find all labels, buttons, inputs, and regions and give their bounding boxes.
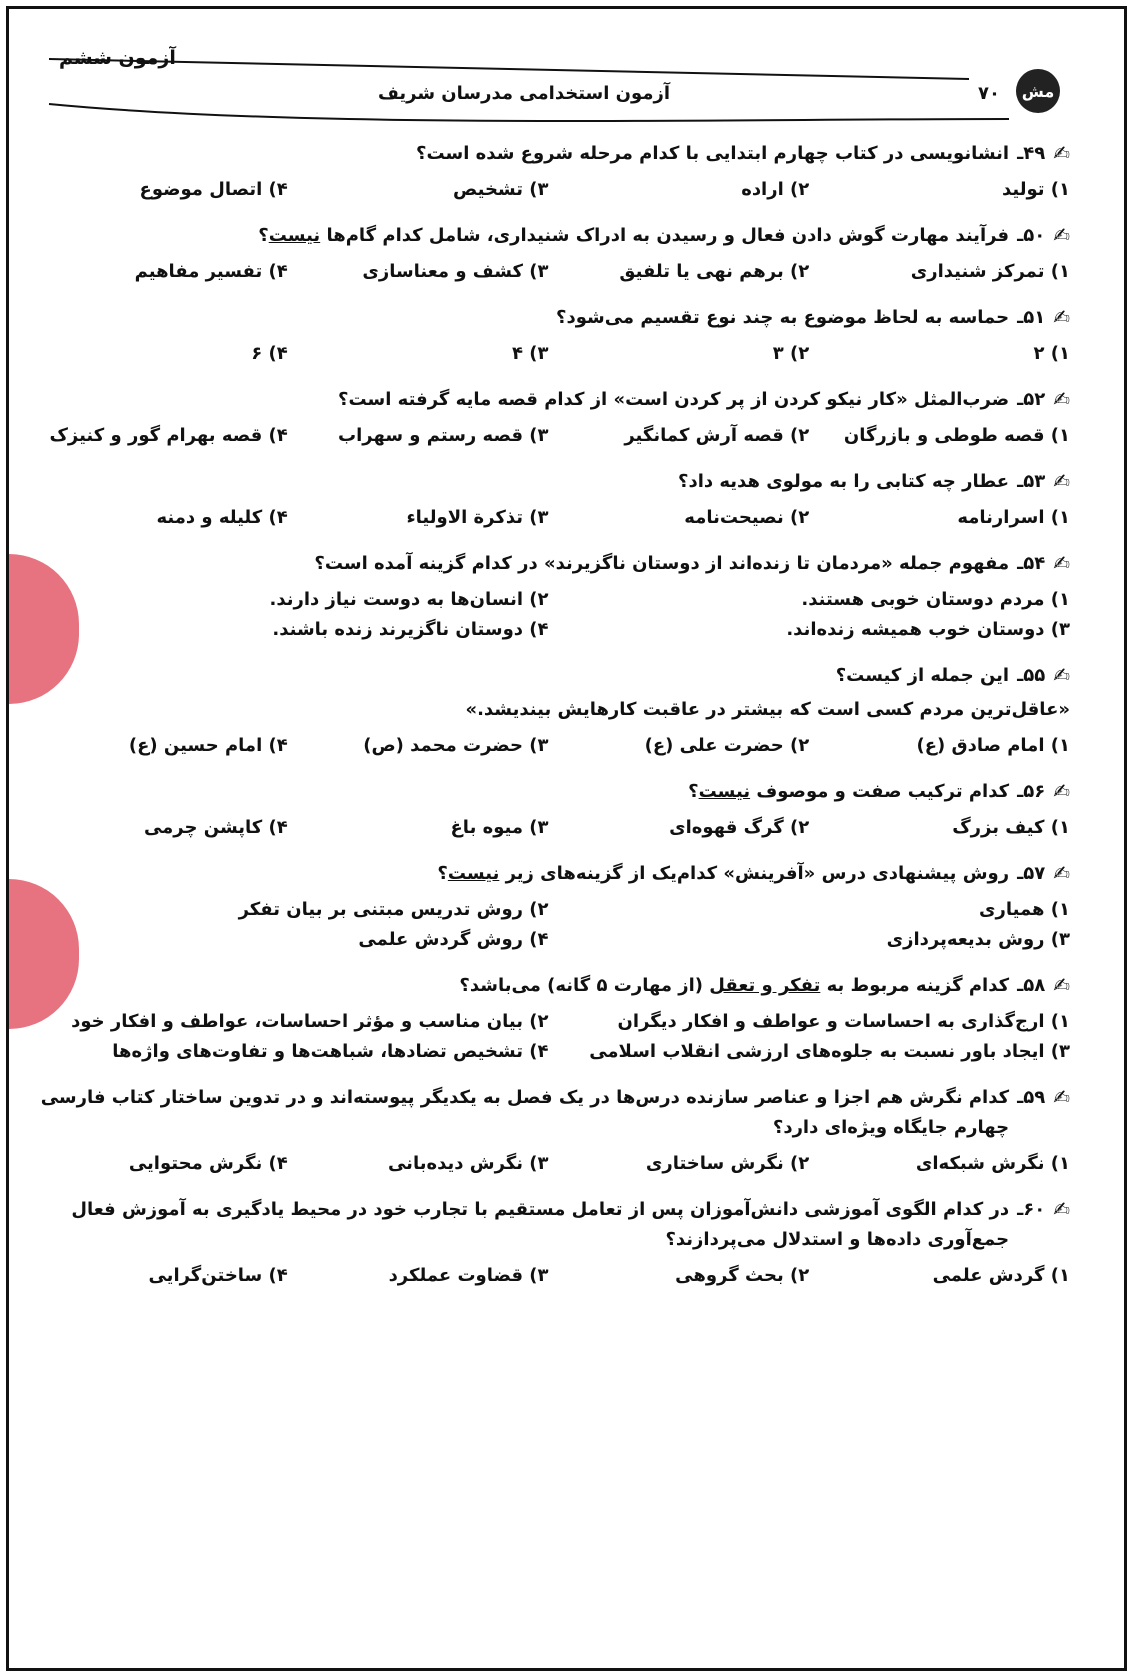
option[interactable]: ۲) بیان مناسب و مؤثر احساسات، عواطف و افکار خود — [71, 1011, 549, 1032]
question-number: ۵۸ـ — [1017, 975, 1046, 996]
option[interactable]: ۱) قصه طوطی و بازرگان — [843, 425, 1070, 446]
option[interactable]: ۳) قصه رستم و سهراب — [338, 425, 549, 446]
question-number: ۵۰ـ — [1017, 225, 1046, 246]
pencil-icon: ✍ — [1053, 469, 1070, 493]
option[interactable]: ۱) نگرش شبکه‌ای — [915, 1153, 1070, 1174]
question-number: ۵۶ـ — [1017, 781, 1046, 802]
question-text: این جمله از کیست؟ — [835, 665, 1010, 686]
options — [27, 585, 1070, 645]
option[interactable]: ۴) امام حسین (ع) — [128, 735, 288, 756]
question-text: کدام نگرش هم اجزا و عناصر سازنده درس‌ها در یک فصل به یکدیگر پیوسته‌اند و در تدوین ساختار کتاب فارسی چهارم جایگاه ویژه‌ای دارد؟ — [40, 1087, 1010, 1138]
options — [27, 1149, 1070, 1179]
option[interactable]: ۳) ایجاد باور نسبت به جلوه‌های ارزشی انقلاب اسلامی — [589, 1041, 1070, 1062]
options — [27, 1007, 1070, 1067]
question-text-part: ؟ — [437, 863, 448, 884]
question-text: انشانویسی در کتاب چهارم ابتدایی با کدام مرحله شروع شده است؟ — [416, 143, 1010, 164]
question-number: ۵۹ـ — [1017, 1087, 1046, 1108]
option[interactable]: ۴) ساختن‌گرایی — [148, 1265, 288, 1286]
question-list — [9, 139, 1130, 1307]
book-title: آزمون استخدامی مدرسان شریف — [377, 83, 670, 104]
pencil-icon: ✍ — [1053, 387, 1070, 411]
option[interactable]: ۳) تشخیص — [453, 179, 549, 200]
publisher-logo: مش — [1016, 69, 1060, 113]
question-53 — [9, 467, 1130, 533]
option[interactable]: ۱) تمرکز شنیداری — [910, 261, 1070, 282]
option[interactable]: ۲) روش تدریس مبتنی بر بیان تفکر — [238, 899, 549, 920]
question-text-underlined: نیست — [447, 863, 500, 884]
option[interactable]: ۴) تفسیر مفاهیم — [134, 261, 288, 282]
option[interactable]: ۲) ۳ — [772, 343, 810, 364]
option[interactable]: ۱) مردم دوستان خوبی هستند. — [801, 589, 1070, 610]
pencil-icon: ✍ — [1053, 551, 1070, 575]
option[interactable]: ۲) نگرش ساختاری — [645, 1153, 810, 1174]
question-text-part: ؟ — [258, 225, 269, 246]
question-text: در کدام الگوی آموزشی دانش‌آموزان پس از تعامل مستقیم با تجارب خود در محیط یادگیری به آموزش فعال جمع‌آوری داده‌ها و استدلال می‌پردازند؟ — [71, 1199, 1010, 1250]
question-text-part: ؟ — [688, 781, 699, 802]
option[interactable]: ۳) حضرت محمد (ص) — [363, 735, 549, 756]
options — [27, 1261, 1070, 1291]
question-57 — [9, 859, 1130, 955]
option[interactable]: ۱) کیف بزرگ — [952, 817, 1070, 838]
option[interactable]: ۴) دوستان ناگزیرند زنده باشند. — [272, 619, 549, 640]
option[interactable]: ۲) بحث گروهی — [675, 1265, 810, 1286]
options — [27, 257, 1070, 287]
question-text-underlined: نیست — [698, 781, 751, 802]
option[interactable]: ۴) کاپشن چرمی — [143, 817, 288, 838]
question-number: ۶۰ـ — [1017, 1199, 1046, 1220]
option[interactable]: ۴) ۶ — [251, 343, 288, 364]
options — [27, 503, 1070, 533]
question-text — [27, 777, 1009, 807]
question-54 — [9, 549, 1130, 645]
option[interactable]: ۲) گرگ قهوه‌ای — [669, 817, 810, 838]
page-number: ۷۰ — [978, 83, 1000, 104]
option[interactable]: ۴) کلیله و دمنه — [156, 507, 288, 528]
question-52 — [9, 385, 1130, 451]
question-number: ۴۹ـ — [1017, 143, 1046, 164]
options — [27, 175, 1070, 205]
question-text-part: فرآیند مهارت گوش دادن فعال و رسیدن به ادراک شنیداری، شامل کدام گام‌ها — [320, 225, 1010, 246]
question-49 — [9, 139, 1130, 205]
option[interactable]: ۲) انسان‌ها به دوست نیاز دارند. — [269, 589, 549, 610]
question-58 — [9, 971, 1130, 1067]
option[interactable]: ۴) تشخیص تضادها، شباهت‌ها و تفاوت‌های واژه‌ها — [112, 1041, 549, 1062]
header-decoration — [9, 9, 1130, 129]
question-number: ۵۵ـ — [1017, 665, 1046, 686]
options — [27, 731, 1070, 761]
options — [27, 421, 1070, 451]
option[interactable]: ۱) ۲ — [1033, 343, 1070, 364]
question-text-part: (از مهارت ۵ گانه) می‌باشد؟ — [459, 975, 710, 996]
page-header — [9, 9, 1130, 129]
question-59 — [9, 1083, 1130, 1179]
option[interactable]: ۲) نصیحت‌نامه — [684, 507, 810, 528]
question-text: ضرب‌المثل «کار نیکو کردن از پر کردن است» از کدام قصه مایه گرفته است؟ — [338, 389, 1010, 410]
question-51 — [9, 303, 1130, 369]
pencil-icon: ✍ — [1053, 223, 1070, 247]
option[interactable]: ۳) ۴ — [512, 343, 549, 364]
question-text — [27, 971, 1009, 1001]
option[interactable]: ۴) اتصال موضوع — [139, 179, 288, 200]
option[interactable]: ۳) قضاوت عملکرد — [388, 1265, 549, 1286]
question-60 — [9, 1195, 1130, 1291]
question-text-part: روش پیشنهادی درس «آفرینش» کدام‌یک از گزینه‌های زیر — [499, 863, 1010, 884]
question-number: ۵۱ـ — [1017, 307, 1046, 328]
question-56 — [9, 777, 1130, 843]
pencil-icon: ✍ — [1053, 861, 1070, 885]
question-text: مفهوم جمله «مردمان تا زنده‌اند از دوستان ناگزیرند» در کدام گزینه آمده است؟ — [314, 553, 1010, 574]
pencil-icon: ✍ — [1053, 973, 1070, 997]
option[interactable]: ۲) حضرت علی (ع) — [644, 735, 810, 756]
option[interactable]: ۴) روش گردش علمی — [358, 929, 549, 950]
question-text-underlined: تفکر و تعقل — [709, 975, 821, 996]
pencil-icon: ✍ — [1053, 141, 1070, 165]
question-text-part: کدام گزینه مربوط به — [820, 975, 1010, 996]
section-name: آزمون ششم — [59, 47, 176, 69]
pencil-icon: ✍ — [1053, 663, 1070, 687]
question-number: ۵۳ـ — [1017, 471, 1046, 492]
question-number: ۵۲ـ — [1017, 389, 1046, 410]
options — [27, 813, 1070, 843]
option[interactable]: ۱) امام صادق (ع) — [916, 735, 1070, 756]
question-text — [27, 859, 1009, 889]
question-text: عطار چه کتابی را به مولوی هدیه داد؟ — [678, 471, 1010, 492]
question-number: ۵۴ـ — [1017, 553, 1046, 574]
question-text-underlined: نیست — [268, 225, 321, 246]
question-text-part: کدام ترکیب صفت و موصوف — [750, 781, 1010, 802]
options — [27, 895, 1070, 955]
question-55 — [9, 661, 1130, 761]
question-text: حماسه به لحاظ موضوع به چند نوع تقسیم می‌شود؟ — [556, 307, 1010, 328]
option[interactable]: ۴) نگرش محتوایی — [128, 1153, 288, 1174]
question-number: ۵۷ـ — [1017, 863, 1046, 884]
question-50 — [9, 221, 1130, 287]
question-text — [27, 221, 1009, 251]
option[interactable]: ۳) روش بدیعه‌پردازی — [886, 929, 1070, 950]
pencil-icon: ✍ — [1053, 305, 1070, 329]
option[interactable]: ۳) نگرش دیده‌بانی — [387, 1153, 549, 1174]
option[interactable]: ۱) تولید — [1001, 179, 1070, 200]
option[interactable]: ۳) دوستان خوب همیشه زنده‌اند. — [786, 619, 1070, 640]
pencil-icon: ✍ — [1053, 1085, 1070, 1109]
option[interactable]: ۱) همیاری — [978, 899, 1070, 920]
option[interactable]: ۳) کشف و معناسازی — [362, 261, 549, 282]
option[interactable]: ۱) ارج‌گذاری به احساسات و عواطف و افکار دیگران — [617, 1011, 1070, 1032]
option[interactable]: ۴) قصه بهرام گور و کنیزک — [49, 425, 288, 446]
page-frame — [6, 6, 1127, 1671]
quote-text: «عاقل‌ترین مردم کسی است که بیشتر در عاقبت کارهایش بیندیشد.» — [465, 699, 1070, 720]
option[interactable]: ۳) میوه باغ — [450, 817, 549, 838]
option[interactable]: ۳) تذکرة الاولیاء — [406, 507, 549, 528]
option[interactable]: ۱) اسرارنامه — [957, 507, 1070, 528]
option[interactable]: ۲) اراده — [741, 179, 810, 200]
pencil-icon: ✍ — [1053, 779, 1070, 803]
option[interactable]: ۱) گردش علمی — [932, 1265, 1070, 1286]
pencil-icon: ✍ — [1053, 1197, 1070, 1221]
option[interactable]: ۲) قصه آرش کمانگیر — [624, 425, 810, 446]
options — [27, 339, 1070, 369]
option[interactable]: ۲) برهم نهی یا تلفیق — [619, 261, 810, 282]
